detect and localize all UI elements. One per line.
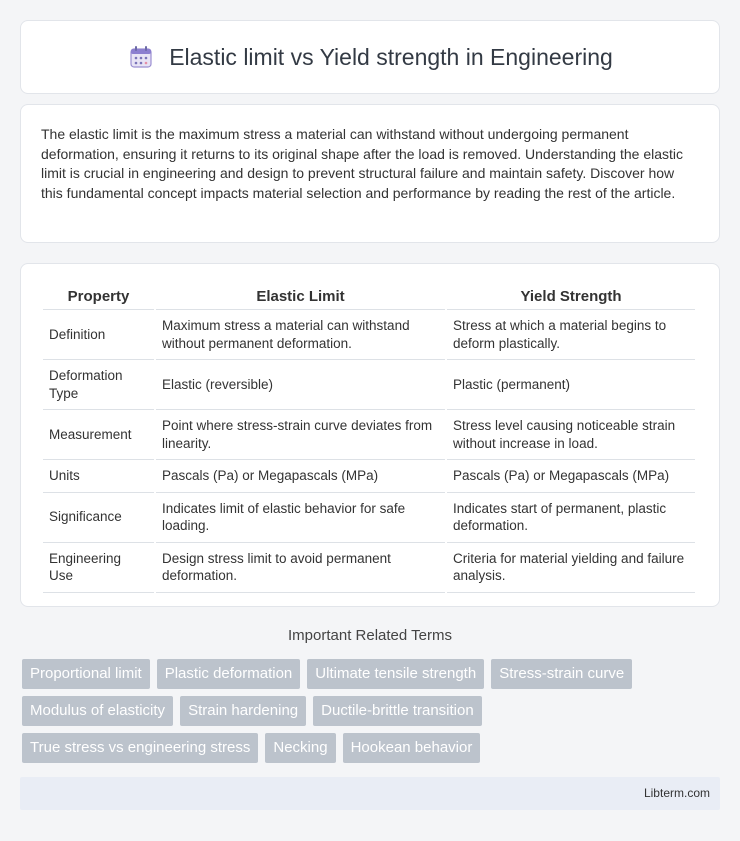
table-row xyxy=(43,460,695,493)
cell-property: Significance xyxy=(43,493,154,543)
page-title-wrap xyxy=(127,43,613,71)
calendar-icon xyxy=(127,43,155,71)
tag-plastic-deformation[interactable]: Plastic deformation xyxy=(157,659,301,689)
footer-site-link[interactable]: Libterm.com xyxy=(643,786,710,800)
header-card xyxy=(20,20,720,94)
table-row xyxy=(43,410,695,460)
cell-yield-strength: Criteria for material yielding and failure analysis. xyxy=(447,543,695,593)
header-yield-strength: Yield Strength xyxy=(447,284,695,310)
comparison-table xyxy=(41,284,697,593)
header-property: Property xyxy=(43,284,154,310)
cell-yield-strength: Pascals (Pa) or Megapascals (MPa) xyxy=(447,460,695,493)
cell-elastic-limit: Indicates limit of elastic behavior for safe loading. xyxy=(156,493,445,543)
tag-stress-strain-curve[interactable]: Stress-strain curve xyxy=(491,659,632,689)
related-terms-list xyxy=(22,659,722,770)
header-elastic-limit: Elastic Limit xyxy=(156,284,445,310)
cell-elastic-limit: Maximum stress a material can withstand without permanent deformation. xyxy=(156,310,445,360)
cell-yield-strength: Stress level causing noticeable strain without increase in load. xyxy=(447,410,695,460)
cell-elastic-limit: Elastic (reversible) xyxy=(156,360,445,410)
tag-necking[interactable]: Necking xyxy=(265,733,335,763)
cell-elastic-limit: Pascals (Pa) or Megapascals (MPa) xyxy=(156,460,445,493)
tag-ductile-brittle-transition[interactable]: Ductile-brittle transition xyxy=(313,696,482,726)
comparison-card xyxy=(20,263,720,607)
tag-strain-hardening[interactable]: Strain hardening xyxy=(180,696,306,726)
tag-row xyxy=(22,696,722,726)
cell-property: Measurement xyxy=(43,410,154,460)
table-row xyxy=(43,360,695,410)
table-row xyxy=(43,493,695,543)
cell-property: Definition xyxy=(43,310,154,360)
cell-elastic-limit: Design stress limit to avoid permanent deformation. xyxy=(156,543,445,593)
cell-yield-strength: Stress at which a material begins to deform plastically. xyxy=(447,310,695,360)
tag-row xyxy=(22,733,722,763)
tag-modulus-of-elasticity[interactable]: Modulus of elasticity xyxy=(22,696,173,726)
table-row xyxy=(43,310,695,360)
cell-property: Deformation Type xyxy=(43,360,154,410)
footer xyxy=(20,777,720,810)
tag-proportional-limit[interactable]: Proportional limit xyxy=(22,659,150,689)
cell-property: Engineering Use xyxy=(43,543,154,593)
tag-hookean-behavior[interactable]: Hookean behavior xyxy=(343,733,481,763)
tag-true-vs-engineering-stress[interactable]: True stress vs engineering stress xyxy=(22,733,258,763)
related-terms-title: Important Related Terms xyxy=(288,627,452,644)
intro-paragraph: The elastic limit is the maximum stress a material can withstand without undergoing permanent deformation, ensuring it returns to its original shape after the load is removed. Understanding the elastic limit is crucial in engineering and design to prevent structural failure and maintain safety. Discover how this fundamental concept impacts material selection and performance by reading the rest of the article. xyxy=(41,126,684,201)
page-title: Elastic limit vs Yield strength in Engineering xyxy=(169,43,613,70)
intro-card xyxy=(20,104,720,243)
cell-yield-strength: Indicates start of permanent, plastic deformation. xyxy=(447,493,695,543)
tag-row xyxy=(22,659,722,689)
tag-ultimate-tensile-strength[interactable]: Ultimate tensile strength xyxy=(307,659,484,689)
cell-property: Units xyxy=(43,460,154,493)
table-row xyxy=(43,543,695,593)
cell-elastic-limit: Point where stress-strain curve deviates from linearity. xyxy=(156,410,445,460)
cell-yield-strength: Plastic (permanent) xyxy=(447,360,695,410)
